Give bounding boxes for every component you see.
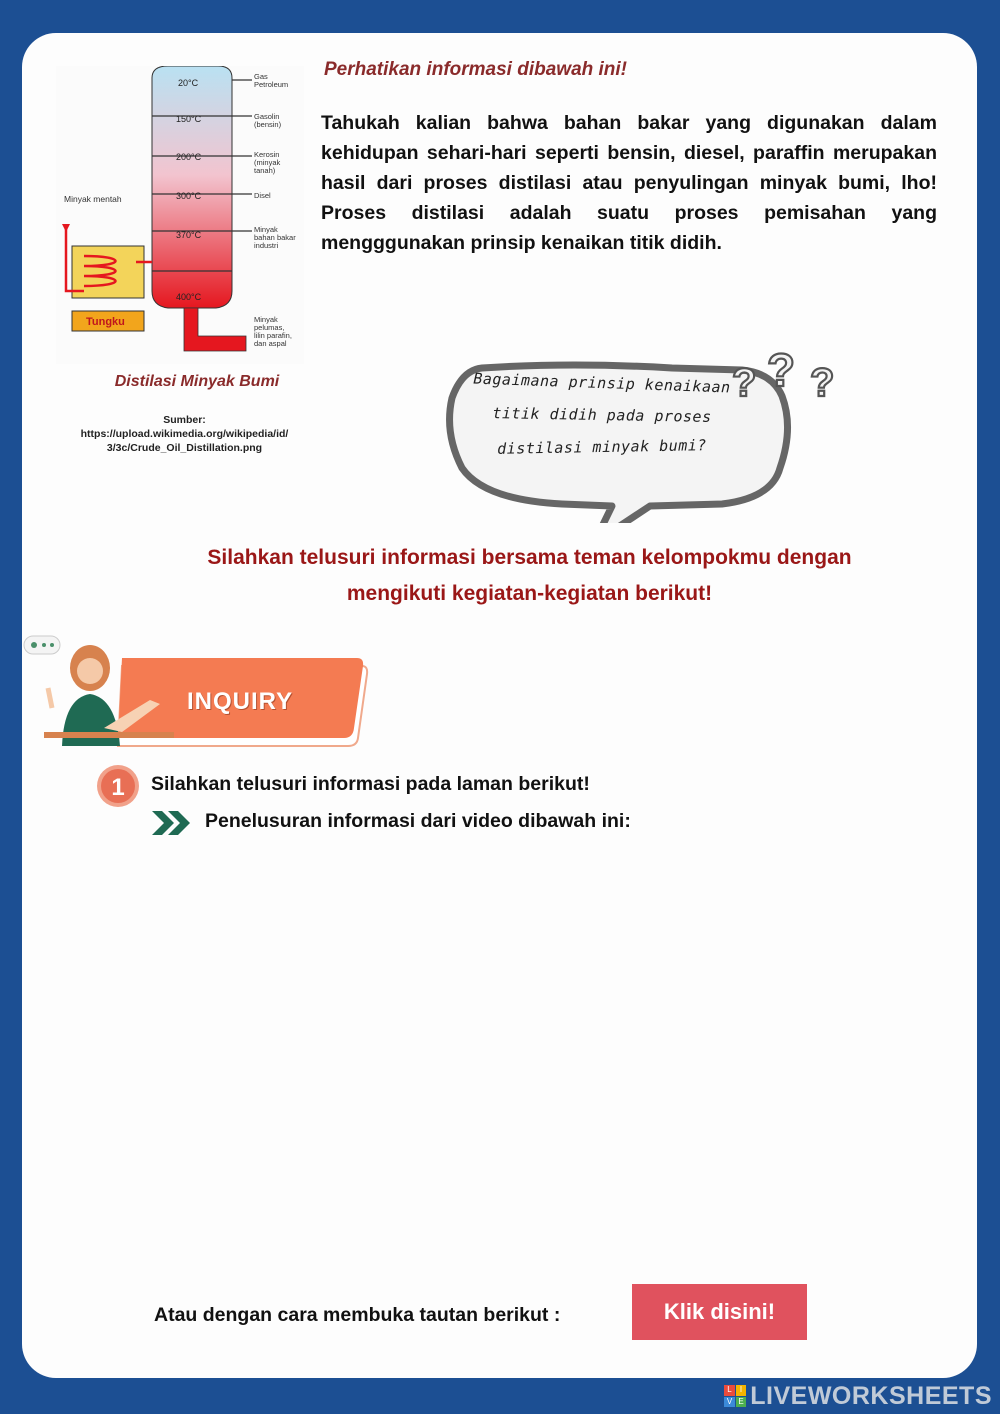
product-label: (bensin) <box>254 120 282 129</box>
source-url: https://upload.wikimedia.org/wikipedia/id/ <box>80 428 289 440</box>
product-label: pelumas, <box>254 323 285 332</box>
worksheet-page <box>22 33 977 1378</box>
temp-300: 300°C <box>176 191 202 201</box>
product-label: Petroleum <box>254 80 289 89</box>
temp-200: 200°C <box>176 152 202 162</box>
group-instruction <box>142 540 917 612</box>
product-label: bahan bakar <box>254 233 296 242</box>
temp-150: 150°C <box>176 114 202 124</box>
product-label: industri <box>254 241 279 250</box>
product-label: (minyak <box>254 158 281 167</box>
instruction-line: mengikuti kegiatan-kegiatan berikut! <box>346 582 713 605</box>
furnace-label: Tungku <box>86 316 125 328</box>
bubble-line: Bagaimana prinsip kenaikaan <box>473 369 731 397</box>
product-label: Minyak <box>254 315 278 324</box>
product-label: Gas <box>254 72 268 81</box>
logo-letter: L <box>724 1385 735 1396</box>
product-label: Minyak <box>254 225 278 234</box>
temp-400: 400°C <box>176 292 202 302</box>
temp-20: 20°C <box>178 78 199 88</box>
svg-text:?: ? <box>810 361 835 405</box>
svg-text:?: ? <box>732 361 757 405</box>
product-label: Gasolin <box>254 112 280 121</box>
inquiry-label: INQUIRY <box>187 688 294 715</box>
source-url: 3/3c/Crude_Oil_Distillation.png <box>106 442 263 454</box>
step-number: 1 <box>111 774 125 801</box>
step-number-badge <box>95 763 141 809</box>
diagram-source <box>62 413 307 455</box>
logo-letter: I <box>736 1385 747 1396</box>
click-here-button[interactable]: Klik disini! <box>632 1284 807 1340</box>
double-chevron-icon <box>150 808 192 838</box>
product-label: dan aspal <box>254 339 287 348</box>
logo-letter: V <box>724 1397 735 1408</box>
intro-paragraph: Tahukah kalian bahwa bahan bakar yang digunakan dalam kehidupan sehari-hari seperti bensin, diesel, paraffin merupakan hasil dari proses distilasi atau penyulingan minyak bumi, lho! Proses distilasi adalah suatu proses pemisahan yang mengggunakan prinsip kenaikan titik didih. <box>321 112 937 254</box>
bubble-question <box>452 367 752 463</box>
product-label: Disel <box>254 191 271 200</box>
product-label: tanah) <box>254 166 276 175</box>
bubble-line: distilasi minyak bumi? <box>497 436 707 458</box>
svg-text:?: ? <box>767 344 796 396</box>
diagram-caption: Distilasi Minyak Bumi <box>114 373 280 390</box>
bubble-line: titik didih pada proses <box>492 404 712 426</box>
watermark-text: LIVEWORKSHEETS <box>750 1381 992 1410</box>
source-label: Sumber: <box>163 414 206 426</box>
temp-370: 370°C <box>176 230 202 240</box>
step-text: Silahkan telusuri informasi pada laman berikut! <box>151 773 590 795</box>
logo-letter: E <box>736 1397 747 1408</box>
instruction-line: Silahkan telusuri informasi bersama teman kelompokmu dengan <box>207 546 852 569</box>
video-placeholder <box>142 853 922 1263</box>
input-label: Minyak mentah <box>64 194 122 204</box>
liveworksheets-logo-icon <box>724 1385 746 1407</box>
link-label: Atau dengan cara membuka tautan berikut : <box>154 1304 561 1326</box>
product-label: Kerosin <box>254 150 280 159</box>
video-instruction: Penelusuran informasi dari video dibawah ini: <box>205 810 631 832</box>
notice-heading: Perhatikan informasi dibawah ini! <box>324 59 628 80</box>
distillation-diagram <box>56 66 304 364</box>
product-label: lilin parafin, <box>254 331 292 340</box>
liveworksheets-watermark <box>724 1382 992 1410</box>
